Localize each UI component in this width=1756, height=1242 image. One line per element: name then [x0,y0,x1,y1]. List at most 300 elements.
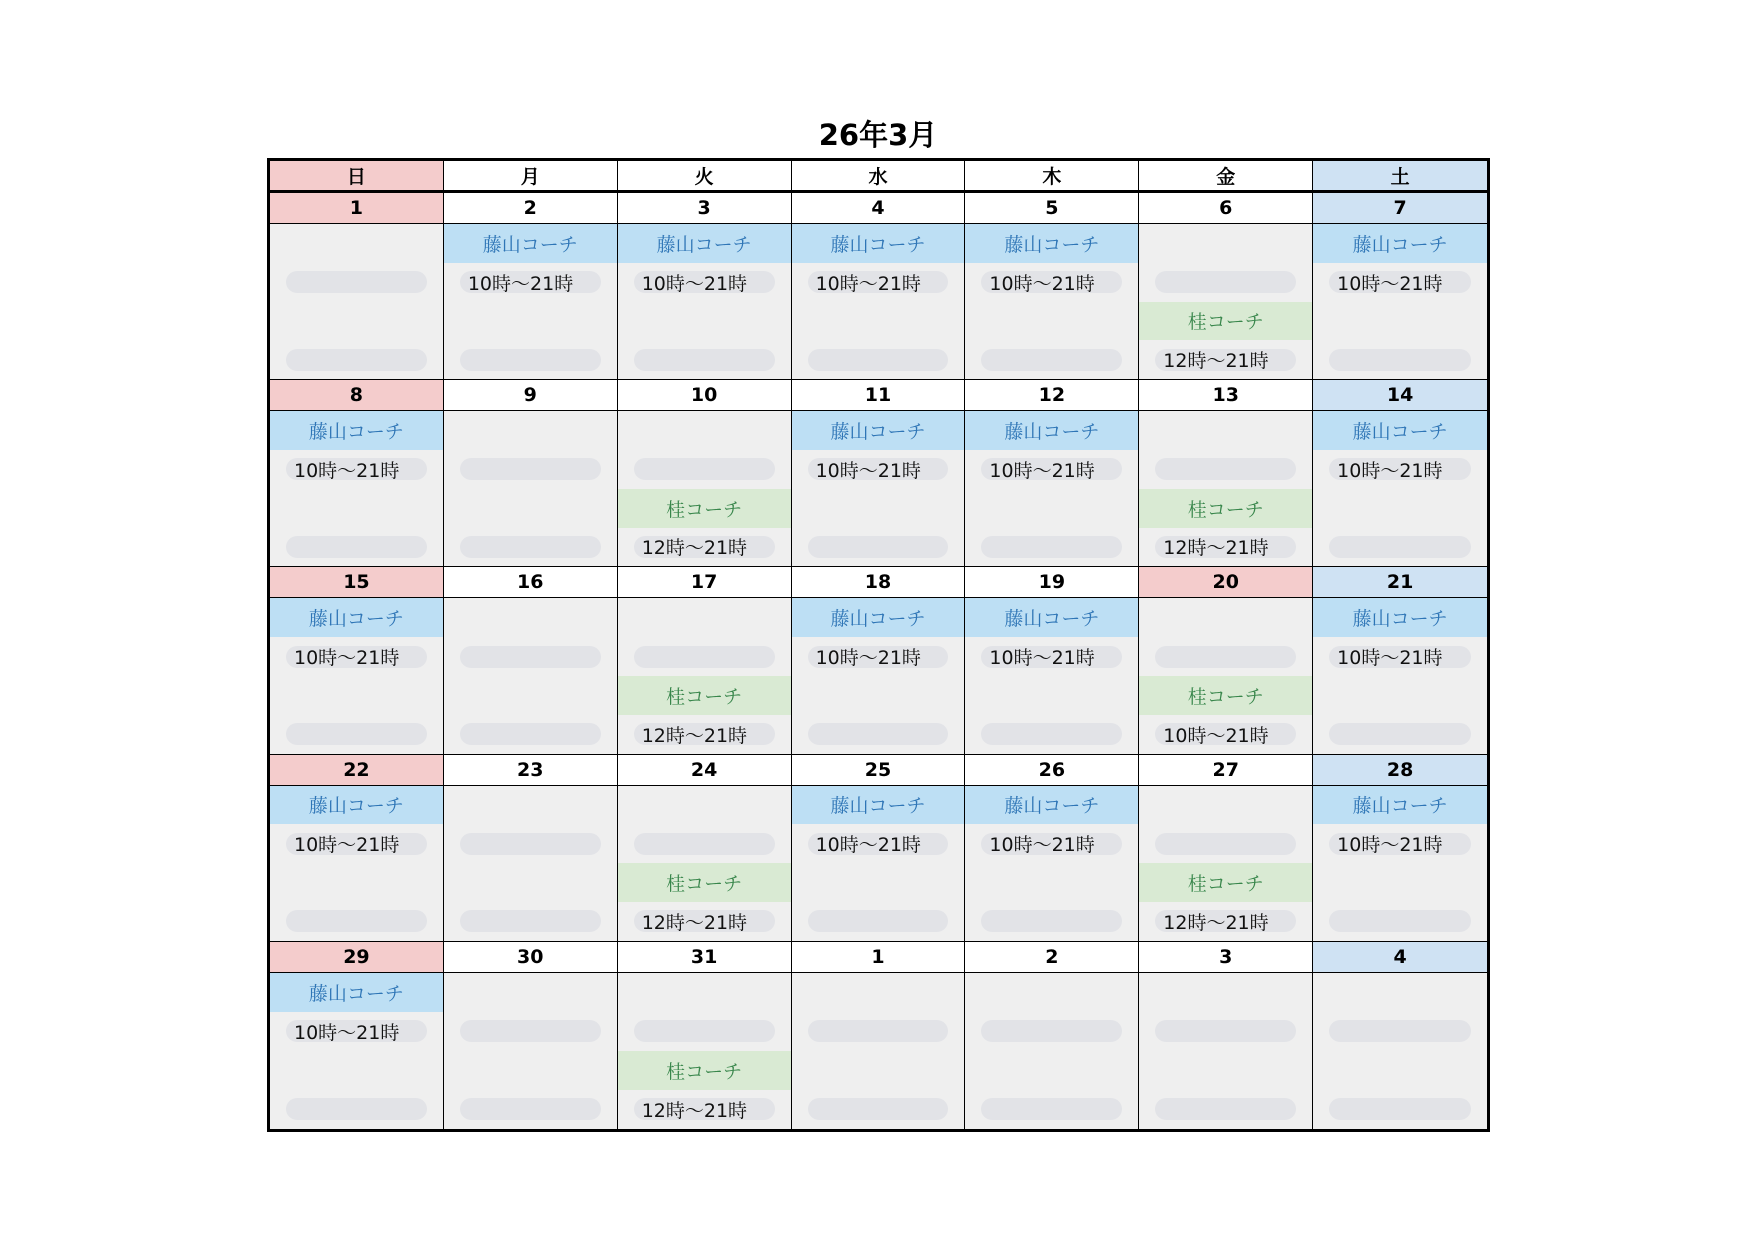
day-cell[interactable] [618,193,792,380]
empty-slot [792,1090,965,1129]
empty-slot [792,715,965,754]
day-schedule [1313,786,1487,941]
empty-slot [1313,1051,1487,1090]
time-slot [965,637,1138,676]
empty-slot [618,973,791,1012]
empty-slot [444,676,617,715]
time-slot [1313,637,1487,676]
placeholder-pill [460,458,601,480]
time-range: 10時～21時 [989,834,1095,857]
day-cell[interactable] [1313,567,1487,754]
day-cell[interactable] [965,567,1139,754]
day-cell[interactable] [270,942,444,1129]
day-number: 7 [1313,193,1487,224]
time-range: 10時～21時 [989,647,1095,670]
coach-label: 桂コーチ [618,863,791,902]
coach-label: 藤山コーチ [270,411,443,450]
day-number: 2 [965,942,1138,973]
empty-slot [1313,863,1487,902]
empty-slot [618,824,791,863]
empty-slot [1313,528,1487,567]
day-schedule [1313,973,1487,1129]
placeholder-pill [1329,723,1471,745]
day-cell[interactable] [965,755,1139,942]
placeholder-pill [286,349,427,371]
placeholder-pill [808,349,949,371]
time-range: 10時～21時 [294,647,400,670]
time-slot [792,263,965,302]
page-title: 26年3月 [818,118,938,152]
day-number: 4 [1313,942,1487,973]
time-range: 10時～21時 [294,834,400,857]
time-slot [270,450,443,489]
placeholder-pill [808,723,949,745]
day-number: 21 [1313,567,1487,598]
calendar-grid [267,158,1490,1132]
time-range: 10時～21時 [989,459,1095,482]
empty-slot [965,902,1138,941]
day-number: 6 [1139,193,1312,224]
day-number: 11 [792,380,965,411]
day-number: 22 [270,755,443,786]
placeholder-pill [981,910,1122,932]
day-schedule [1139,411,1312,566]
placeholder-pill [460,833,601,855]
empty-slot [270,1051,443,1090]
day-cell[interactable] [444,942,618,1129]
day-schedule [1139,786,1312,941]
day-schedule [965,598,1138,753]
empty-slot [1313,973,1487,1012]
coach-label: 藤山コーチ [1313,411,1487,450]
empty-slot [444,1012,617,1051]
day-number: 3 [1139,942,1312,973]
day-schedule [270,411,443,566]
empty-slot [1313,1090,1487,1129]
placeholder-pill [1329,1098,1471,1120]
coach-label: 桂コーチ [618,676,791,715]
day-cell[interactable] [1139,380,1313,567]
empty-slot [1139,411,1312,450]
empty-slot [1139,1051,1312,1090]
placeholder-pill [1329,349,1471,371]
day-schedule [444,973,617,1129]
placeholder-pill [808,1020,949,1042]
empty-slot [965,489,1138,528]
empty-slot [270,302,443,341]
time-slot [618,263,791,302]
day-schedule [444,224,617,379]
empty-slot [444,598,617,637]
day-number: 8 [270,380,443,411]
placeholder-pill [1155,646,1296,668]
coach-label: 藤山コーチ [792,598,965,637]
day-schedule [965,411,1138,566]
empty-slot [792,528,965,567]
day-schedule [618,411,791,566]
day-schedule [1139,973,1312,1129]
time-range: 10時～21時 [1337,272,1443,295]
time-range: 10時～21時 [1337,647,1443,670]
day-number: 9 [444,380,617,411]
empty-slot [965,1090,1138,1129]
day-cell[interactable] [444,193,618,380]
day-number: 4 [792,193,965,224]
day-number: 14 [1313,380,1487,411]
time-range: 10時～21時 [1163,724,1269,747]
placeholder-pill [286,723,427,745]
coach-label: 藤山コーチ [1313,598,1487,637]
day-cell[interactable] [1313,380,1487,567]
empty-slot [965,973,1138,1012]
day-number: 28 [1313,755,1487,786]
time-slot [444,263,617,302]
day-cell[interactable] [1139,567,1313,754]
empty-slot [1139,824,1312,863]
day-cell[interactable] [618,380,792,567]
empty-slot [1139,450,1312,489]
empty-slot [1139,598,1312,637]
weekday-header-friday: 金 [1139,161,1313,193]
coach-label: 桂コーチ [618,1051,791,1090]
placeholder-pill [634,833,775,855]
day-cell[interactable] [792,755,966,942]
placeholder-pill [1155,1020,1296,1042]
empty-slot [444,902,617,941]
empty-slot [270,715,443,754]
day-schedule [444,598,617,753]
empty-slot [792,1012,965,1051]
coach-label: 藤山コーチ [270,786,443,825]
empty-slot [444,863,617,902]
day-schedule [1313,411,1487,566]
placeholder-pill [460,349,601,371]
day-number: 30 [444,942,617,973]
time-slot [1313,263,1487,302]
day-schedule [792,411,965,566]
weekday-header-tuesday: 火 [618,161,792,193]
day-number: 13 [1139,380,1312,411]
coach-label: 藤山コーチ [270,598,443,637]
time-slot [618,1090,791,1129]
empty-slot [1139,1090,1312,1129]
empty-slot [270,902,443,941]
placeholder-pill [808,1098,949,1120]
day-number: 1 [270,193,443,224]
day-number: 26 [965,755,1138,786]
day-schedule [965,224,1138,379]
day-schedule [792,224,965,379]
empty-slot [444,1051,617,1090]
day-cell[interactable] [270,567,444,754]
empty-slot [444,302,617,341]
empty-slot [792,489,965,528]
empty-slot [1313,902,1487,941]
day-schedule [270,598,443,753]
empty-slot [1139,973,1312,1012]
time-slot [1313,450,1487,489]
empty-slot [444,528,617,567]
placeholder-pill [1155,458,1296,480]
placeholder-pill [286,1098,427,1120]
placeholder-pill [981,349,1122,371]
empty-slot [270,224,443,263]
placeholder-pill [634,458,775,480]
day-cell[interactable] [1139,942,1313,1129]
time-slot [270,1012,443,1051]
time-range: 10時～21時 [1337,834,1443,857]
day-schedule [792,973,965,1129]
coach-label: 藤山コーチ [965,598,1138,637]
empty-slot [618,1012,791,1051]
day-cell[interactable] [1139,755,1313,942]
day-schedule [1313,598,1487,753]
empty-slot [444,489,617,528]
day-number: 31 [618,942,791,973]
placeholder-pill [1155,271,1296,293]
day-cell[interactable] [444,755,618,942]
day-number: 2 [444,193,617,224]
day-schedule [618,973,791,1129]
empty-slot [1313,676,1487,715]
empty-slot [444,340,617,379]
empty-slot [270,528,443,567]
day-schedule [618,224,791,379]
empty-slot [965,715,1138,754]
coach-label: 藤山コーチ [965,786,1138,825]
day-number: 1 [792,942,965,973]
empty-slot [792,1051,965,1090]
weekday-header-thursday: 木 [965,161,1139,193]
placeholder-pill [981,723,1122,745]
time-slot [1139,715,1312,754]
day-cell[interactable] [792,380,966,567]
coach-label: 藤山コーチ [792,786,965,825]
day-schedule [1139,598,1312,753]
placeholder-pill [460,646,601,668]
empty-slot [965,1051,1138,1090]
empty-slot [1313,302,1487,341]
coach-label: 藤山コーチ [1313,224,1487,263]
time-range: 10時～21時 [641,272,748,295]
time-slot [965,824,1138,863]
coach-label: 桂コーチ [1139,302,1312,341]
day-number: 27 [1139,755,1312,786]
empty-slot [618,302,791,341]
day-number: 29 [270,942,443,973]
placeholder-pill [808,910,949,932]
time-slot [965,263,1138,302]
empty-slot [792,302,965,341]
day-number: 3 [618,193,791,224]
time-range: 10時～21時 [294,459,400,482]
day-number: 20 [1139,567,1312,598]
empty-slot [1313,340,1487,379]
day-cell[interactable] [792,567,966,754]
time-range: 12時～21時 [1163,537,1269,560]
coach-label: 藤山コーチ [270,973,443,1012]
empty-slot [444,637,617,676]
empty-slot [1139,263,1312,302]
empty-slot [792,340,965,379]
empty-slot [270,1090,443,1129]
empty-slot [965,863,1138,902]
empty-slot [444,715,617,754]
day-schedule [270,786,443,941]
time-slot [1139,340,1312,379]
day-schedule [270,973,443,1129]
empty-slot [618,411,791,450]
empty-slot [444,786,617,825]
time-slot [1313,824,1487,863]
time-range: 10時～21時 [815,272,921,295]
time-range: 12時～21時 [641,1099,748,1122]
empty-slot [444,411,617,450]
time-range: 12時～21時 [1163,911,1269,934]
day-cell[interactable] [965,380,1139,567]
day-schedule [444,411,617,566]
time-slot [1139,528,1312,567]
weekday-header-saturday: 土 [1313,161,1487,193]
day-cell[interactable] [965,942,1139,1129]
placeholder-pill [460,1020,601,1042]
empty-slot [792,973,965,1012]
weekday-header-monday: 月 [444,161,618,193]
empty-slot [270,489,443,528]
time-range: 12時～21時 [641,911,748,934]
day-schedule [444,786,617,941]
placeholder-pill [981,536,1122,558]
day-cell[interactable] [270,380,444,567]
empty-slot [444,1090,617,1129]
day-number: 16 [444,567,617,598]
coach-label: 桂コーチ [1139,489,1312,528]
time-slot [618,528,791,567]
day-number: 19 [965,567,1138,598]
placeholder-pill [981,1020,1122,1042]
day-schedule [792,598,965,753]
day-cell[interactable] [1313,942,1487,1129]
time-range: 12時～21時 [641,724,748,747]
empty-slot [965,302,1138,341]
empty-slot [270,263,443,302]
empty-slot [1313,715,1487,754]
coach-label: 藤山コーチ [1313,786,1487,825]
day-number: 25 [792,755,965,786]
time-slot [1139,902,1312,941]
placeholder-pill [1329,910,1471,932]
coach-label: 桂コーチ [1139,863,1312,902]
day-number: 18 [792,567,965,598]
day-cell[interactable] [270,755,444,942]
coach-label: 藤山コーチ [444,224,617,263]
time-slot [792,637,965,676]
time-range: 10時～21時 [815,459,921,482]
time-slot [965,450,1138,489]
empty-slot [1313,1012,1487,1051]
empty-slot [618,637,791,676]
day-number: 10 [618,380,791,411]
day-number: 24 [618,755,791,786]
empty-slot [965,528,1138,567]
weekday-header-wednesday: 水 [792,161,966,193]
coach-label: 藤山コーチ [618,224,791,263]
empty-slot [618,786,791,825]
placeholder-pill [460,1098,601,1120]
time-slot [792,824,965,863]
day-cell[interactable] [444,380,618,567]
coach-label: 藤山コーチ [965,411,1138,450]
day-number: 17 [618,567,791,598]
day-schedule [965,786,1138,941]
empty-slot [1139,224,1312,263]
day-cell[interactable] [618,567,792,754]
day-cell[interactable] [792,193,966,380]
empty-slot [1139,786,1312,825]
coach-label: 桂コーチ [1139,676,1312,715]
empty-slot [444,450,617,489]
coach-label: 藤山コーチ [792,411,965,450]
placeholder-pill [1329,1020,1471,1042]
day-schedule [792,786,965,941]
time-range: 12時～21時 [641,537,748,560]
day-cell[interactable] [792,942,966,1129]
empty-slot [965,340,1138,379]
day-schedule [965,973,1138,1129]
day-cell[interactable] [618,755,792,942]
empty-slot [792,676,965,715]
time-range: 10時～21時 [989,272,1095,295]
day-cell[interactable] [1139,193,1313,380]
coach-label: 藤山コーチ [792,224,965,263]
placeholder-pill [1329,536,1471,558]
empty-slot [792,863,965,902]
placeholder-pill [808,536,949,558]
time-slot [618,715,791,754]
empty-slot [618,340,791,379]
day-cell[interactable] [618,942,792,1129]
time-range: 10時～21時 [467,272,574,295]
day-cell[interactable] [270,193,444,380]
day-cell[interactable] [1313,755,1487,942]
time-slot [270,637,443,676]
placeholder-pill [460,723,601,745]
day-cell[interactable] [1313,193,1487,380]
day-schedule [618,598,791,753]
empty-slot [1139,637,1312,676]
time-slot [270,824,443,863]
coach-label: 桂コーチ [618,489,791,528]
time-slot [792,450,965,489]
time-range: 10時～21時 [815,647,921,670]
day-cell[interactable] [965,193,1139,380]
time-range: 10時～21時 [815,834,921,857]
day-cell[interactable] [444,567,618,754]
placeholder-pill [286,910,427,932]
placeholder-pill [1155,1098,1296,1120]
empty-slot [270,676,443,715]
weekday-header-sunday: 日 [270,161,444,193]
empty-slot [1139,1012,1312,1051]
placeholder-pill [460,536,601,558]
placeholder-pill [1155,833,1296,855]
time-range: 12時～21時 [1163,350,1269,373]
day-number: 23 [444,755,617,786]
day-number: 15 [270,567,443,598]
placeholder-pill [286,536,427,558]
coach-label: 藤山コーチ [965,224,1138,263]
day-schedule [1313,224,1487,379]
